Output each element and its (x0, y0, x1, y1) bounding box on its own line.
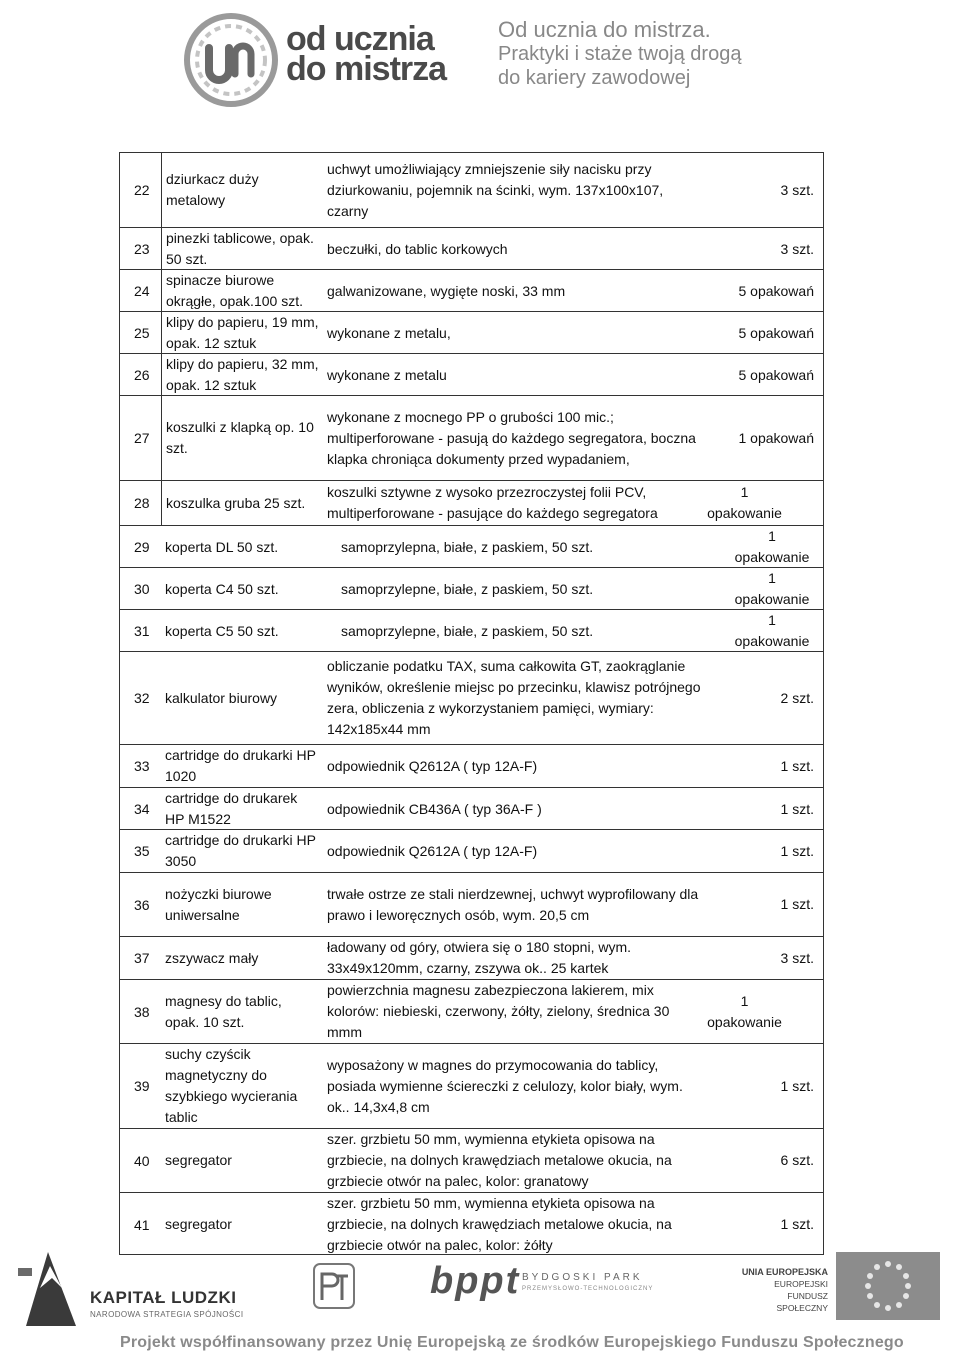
row-number: 30 (134, 581, 150, 597)
table-row (120, 787, 823, 829)
item-name: koperta DL 50 szt. (165, 538, 279, 555)
item-quantity: 1 szt. (780, 842, 814, 859)
row-number: 31 (134, 623, 150, 639)
item-quantity: 1 szt. (780, 757, 814, 774)
od-ucznia-logo-icon (183, 12, 279, 108)
row-number: 25 (134, 325, 150, 341)
table-row (120, 744, 823, 787)
item-name: spinacze biurowe okrągłe, opak.100 szt. (161, 270, 323, 312)
item-description: beczułki, do tablic korkowych (327, 240, 508, 257)
item-quantity: 1 szt. (780, 1077, 814, 1094)
table-row (120, 1043, 823, 1128)
table-row (120, 153, 823, 227)
item-quantity: 1 opakowanie (707, 992, 782, 1030)
eu-text (738, 1266, 828, 1314)
item-detail (323, 526, 823, 568)
item-description: samoprzylepne, białe, z paskiem, 50 szt. (341, 581, 594, 597)
item-quantity: 2 szt. (780, 689, 814, 706)
row-number: 34 (134, 801, 150, 817)
item-description: trwałe ostrze ze stali nierdzewnej, uchwyt wyprofilowany dla prawo i leworęcznych osób, wym. 20,5 cm (327, 885, 699, 923)
item-quantity: 1 szt. (780, 896, 814, 912)
bppt-name: BYDGOSKI PARK (522, 1272, 643, 1283)
table-row (120, 609, 823, 651)
item-name: cartridge do drukarki HP 3050 (165, 832, 316, 869)
row-number: 36 (134, 896, 150, 913)
item-name: klipy do papieru, 19 mm, opak. 12 sztuk (161, 312, 323, 354)
brand-line-2: do mistrza (286, 50, 447, 88)
kapital-ludzki-text (90, 1288, 243, 1319)
item-description: powierzchnia magnesu zabezpieczona lakierem, mix kolorów: niebieski, czerwony, żółty, zielony, średnica 30 mmm (327, 982, 670, 1040)
brand-line-1: od ucznia (286, 20, 434, 58)
item-description: samoprzylepna, białe, z paskiem, 50 szt. (341, 539, 594, 555)
row-number: 40 (134, 1152, 150, 1169)
item-name: magnesy do tablic, opak. 10 szt. (165, 992, 282, 1030)
table-row (120, 1128, 823, 1192)
table-row (120, 395, 823, 480)
item-detail (323, 610, 823, 652)
row-number: 41 (134, 1216, 150, 1233)
item-quantity: 1 opakowanie (734, 528, 810, 565)
eu-line-1: UNIA EUROPEJSKA (741, 1267, 828, 1277)
page-header (0, 0, 960, 120)
item-name: segregator (165, 1152, 232, 1168)
item-name: kalkulator biurowy (165, 689, 278, 706)
slogan-line-3: do kariery zawodowej (498, 67, 691, 89)
item-description: wykonane z mocnego PP o grubości 100 mic.; multiperforowane - pasują do każdego segregatora, boczna klapka chroniąca dokumenty przed wypadaniem, (327, 408, 696, 467)
item-name: koperta C5 50 szt. (165, 622, 279, 639)
eu-flag-icon (836, 1252, 940, 1320)
item-name: dziurkacz duży metalowy (161, 153, 323, 227)
row-number: 35 (134, 843, 150, 859)
table-row (120, 829, 823, 872)
item-description: uchwyt umożliwiający zmniejszenie siły nacisku przy dziurkowaniu, pojemnik na ścinki, wym. 137x100x107, czarny (327, 160, 664, 219)
item-quantity: 5 opakowań (738, 282, 814, 299)
item-quantity: 3 szt. (780, 240, 814, 257)
slogan-line-1: Od ucznia do mistrza. (498, 17, 711, 42)
table-row (120, 227, 823, 269)
item-description: odpowiednik CB436A ( typ 36A-F ) (327, 800, 542, 817)
item-detail (323, 568, 823, 610)
page-footer (0, 1242, 960, 1362)
row-number: 26 (134, 367, 150, 383)
item-quantity: 1 opakowań (738, 429, 814, 446)
item-description: odpowiednik Q2612A ( typ 12A-F) (327, 757, 538, 774)
item-quantity: 1 opakowanie (734, 612, 810, 649)
item-description: samoprzylepne, białe, z paskiem, 50 szt. (341, 623, 594, 639)
row-number: 39 (134, 1078, 150, 1094)
brand-name (286, 20, 447, 88)
item-quantity: 1 szt. (780, 800, 814, 817)
item-quantity: 5 opakowań (738, 324, 814, 341)
item-name: koperta C4 50 szt. (165, 580, 279, 597)
slogan (498, 18, 741, 90)
product-table (119, 152, 824, 1255)
item-quantity: 6 szt. (780, 1152, 814, 1168)
item-name: suchy czyścik magnetyczny do szybkiego wycierania tablic (165, 1046, 298, 1125)
row-number: 38 (134, 1003, 150, 1020)
item-description: szer. grzbietu 50 mm, wymienna etykieta opisowa na grzbiecie, na dolnych krawędziach metalowe okucia, na grzbiecie otwór na palec, kolor: granatowy (327, 1131, 672, 1189)
table-row (120, 269, 823, 311)
bppt-wordmark: bppt (430, 1260, 521, 1302)
ptc-emblem-icon (312, 1262, 356, 1310)
item-name: cartridge do drukarek HP M1522 (165, 790, 298, 827)
item-name: pinezki tablicowe, opak. 50 szt. (161, 228, 323, 270)
eu-line-3: FUNDUSZ SPOŁECZNY (776, 1291, 828, 1313)
item-quantity: 3 szt. (780, 181, 814, 198)
table-row (120, 353, 823, 395)
item-description: wykonane z metalu, (327, 324, 451, 341)
table-row (120, 979, 823, 1043)
item-description: szer. grzbietu 50 mm, wymienna etykieta opisowa na grzbiecie, na dolnych krawędziach metalowe okucia, na grzbiecie otwór na palec, kolor: żółty (327, 1195, 672, 1253)
slogan-line-2: Praktyki i staże twoją drogą (498, 43, 742, 65)
row-number: 27 (134, 430, 150, 446)
item-name: koszulki z klapką op. 10 szt. (161, 396, 323, 480)
table-row (120, 311, 823, 353)
item-name: zszywacz mały (165, 949, 259, 966)
row-number: 22 (134, 182, 150, 198)
bppt-subtitle: PRZEMYSŁOWO-TECHNOLOGICZNY (522, 1286, 654, 1292)
table-row (120, 567, 823, 609)
table-row (120, 651, 823, 744)
table-row (120, 936, 823, 979)
table-row (120, 525, 823, 567)
item-description: obliczanie podatku TAX, suma całkowita GT, zaokrąglanie wyników, określenie miejsc po przecinku, klawisz potrójnego zera, obliczenia z wykorzystaniem pamięci, wymiary: 142x185x44 mm (327, 658, 701, 737)
item-quantity: 3 szt. (780, 949, 814, 966)
item-name: koszulka gruba 25 szt. (161, 481, 323, 525)
kapital-subtitle: NARODOWA STRATEGIA SPÓJNOŚCI (90, 1310, 244, 1319)
item-name: nożyczki biurowe uniwersalne (165, 885, 272, 923)
funding-note: Projekt współfinansowany przez Unię Europejską ze środków Europejskiego Funduszu Społecznego (120, 1334, 904, 1351)
row-number: 28 (134, 495, 150, 511)
bppt-logo (430, 1260, 654, 1303)
item-description: ładowany od góry, otwiera się o 180 stopni, wym. 33x49x120mm, czarny, zszywa ok.. 25 kartek (327, 939, 632, 976)
row-number: 33 (134, 758, 150, 774)
eu-line-2: EUROPEJSKI (774, 1279, 828, 1289)
item-quantity: 1 opakowanie (734, 570, 810, 607)
item-description: odpowiednik Q2612A ( typ 12A-F) (327, 842, 538, 859)
item-quantity: 1 szt. (780, 1216, 814, 1232)
row-number: 24 (134, 283, 150, 299)
item-name: segregator (165, 1216, 232, 1232)
item-description: galwanizowane, wygięte noski, 33 mm (327, 282, 566, 299)
table-row (120, 872, 823, 936)
row-number: 37 (134, 950, 150, 966)
kapital-title: KAPITAŁ LUDZKI (90, 1288, 237, 1307)
item-description: wykonane z metalu (327, 366, 447, 383)
row-number: 23 (134, 241, 150, 257)
kapital-ludzki-logo-icon (18, 1248, 84, 1328)
item-description: koszulki sztywne z wysoko przezroczystej folii PCV, multiperforowane - pasujące do każdego segregatora (327, 484, 658, 521)
row-number: 29 (134, 539, 150, 555)
row-number: 32 (134, 690, 150, 706)
item-quantity: 5 opakowań (738, 366, 814, 383)
item-name: klipy do papieru, 32 mm, opak. 12 sztuk (161, 354, 323, 396)
item-quantity: 1 opakowanie (707, 484, 782, 521)
table-row (120, 480, 823, 525)
item-name: cartridge do drukarki HP 1020 (165, 747, 316, 784)
item-description: wyposażony w magnes do przymocowania do tablicy, posiada wymienne ściereczki z celulozy, kolor biały, wym. ok.. 14,3x4,8 cm (327, 1056, 683, 1115)
